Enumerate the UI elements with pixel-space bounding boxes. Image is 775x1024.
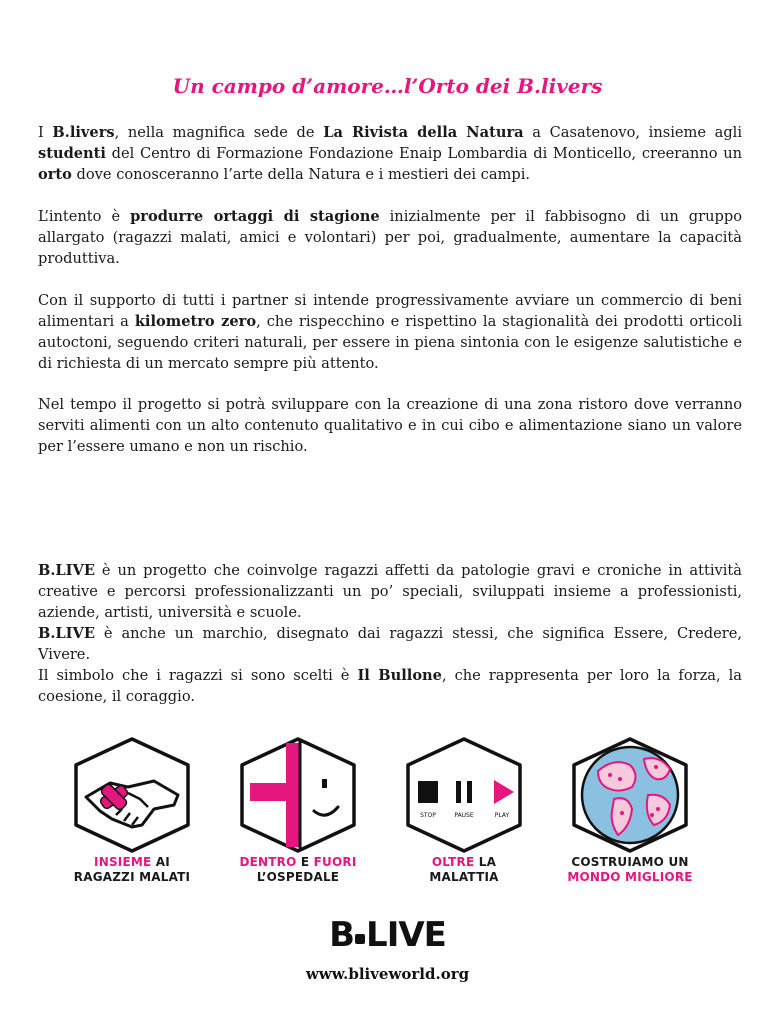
globe-icon [560, 735, 700, 855]
svg-text:PLAY: PLAY [494, 812, 510, 819]
paragraph-future: Nel tempo il progetto si potrà sviluppare con la creazione di una zona ristoro dove verranno serviti alimenti con un alto contenuto qualitativo e in cui cibo e alimentazione siano un valore per l’essere umano e non un rischio. [38, 396, 742, 455]
bolt-mark-icon [355, 934, 365, 944]
icon-beyond [394, 735, 534, 895]
caption-together: INSIEME AI RAGAZZI MALATI [73, 855, 191, 884]
paragraph-commerce: Con il supporto di tutti i partner si intende progressivamente avviare un commercio di beni alimentari a kilometro zero, che rispecchino e rispettino la stagionalità dei prodotti orticoli autoctoni, seguendo criteri naturali, per essere in piena sintonia con le esigenze salutistiche e di richiesta di un mercato sempre più attento. [38, 292, 742, 372]
icon-row [62, 735, 702, 895]
pause-icon [456, 781, 461, 803]
paragraph-intro: I B.livers, nella magnifica sede de La Rivista della Natura a Casatenovo, insieme agli studenti del Centro di Formazione Fondazione Enaip Lombardia di Monticello, creeranno un orto dove conosceranno l’arte della Natura e i mestieri dei campi. [38, 124, 743, 183]
svg-text:STOP: STOP [420, 812, 436, 819]
media-controls-icon [394, 735, 534, 855]
play-icon [494, 780, 514, 804]
icon-together [62, 735, 202, 895]
caption-world: COSTRUIAMO UN MONDO MIGLIORE [567, 855, 693, 884]
blive-logo: B LIVE [329, 915, 446, 955]
icon-world [560, 735, 700, 895]
caption-beyond: OLTRE LA MALATTIA [429, 855, 499, 884]
icon-hospital [228, 735, 368, 895]
page-title: Un campo d’amore…l’Orto dei B.livers [172, 74, 603, 98]
paragraph-intent: L’intento è produrre ortaggi di stagione inizialmente per il fabbisogno di un gruppo allargato (ragazzi malati, amici e volontari) per poi, gradualmente, aumentare la capacità produttiva. [38, 208, 742, 267]
paragraph-bullone: Il simbolo che i ragazzi si sono scelti è Il Bullone, che rappresenta per loro la forza, la coesione, il coraggio. [38, 667, 743, 705]
cross-smile-icon [228, 735, 368, 855]
stop-icon [418, 781, 438, 803]
paragraph-blive-brand: B.LIVE è anche un marchio, disegnato dai ragazzi stessi, che significa Essere, Credere, Vivere. [38, 625, 742, 663]
caption-hospital: DENTRO E FUORI L’OSPEDALE [239, 855, 357, 884]
handshake-icon [62, 735, 202, 855]
paragraph-blive-project: B.LIVE è un progetto che coinvolge ragazzi affetti da patologie gravi e croniche in attività creative e percorsi professionalizzanti un po’ speciali, sviluppati insieme a professionisti, aziende, artisti, università e scuole. [38, 562, 742, 621]
svg-text:PAUSE: PAUSE [454, 812, 474, 819]
website-url[interactable]: www.bliveworld.org [305, 965, 470, 983]
